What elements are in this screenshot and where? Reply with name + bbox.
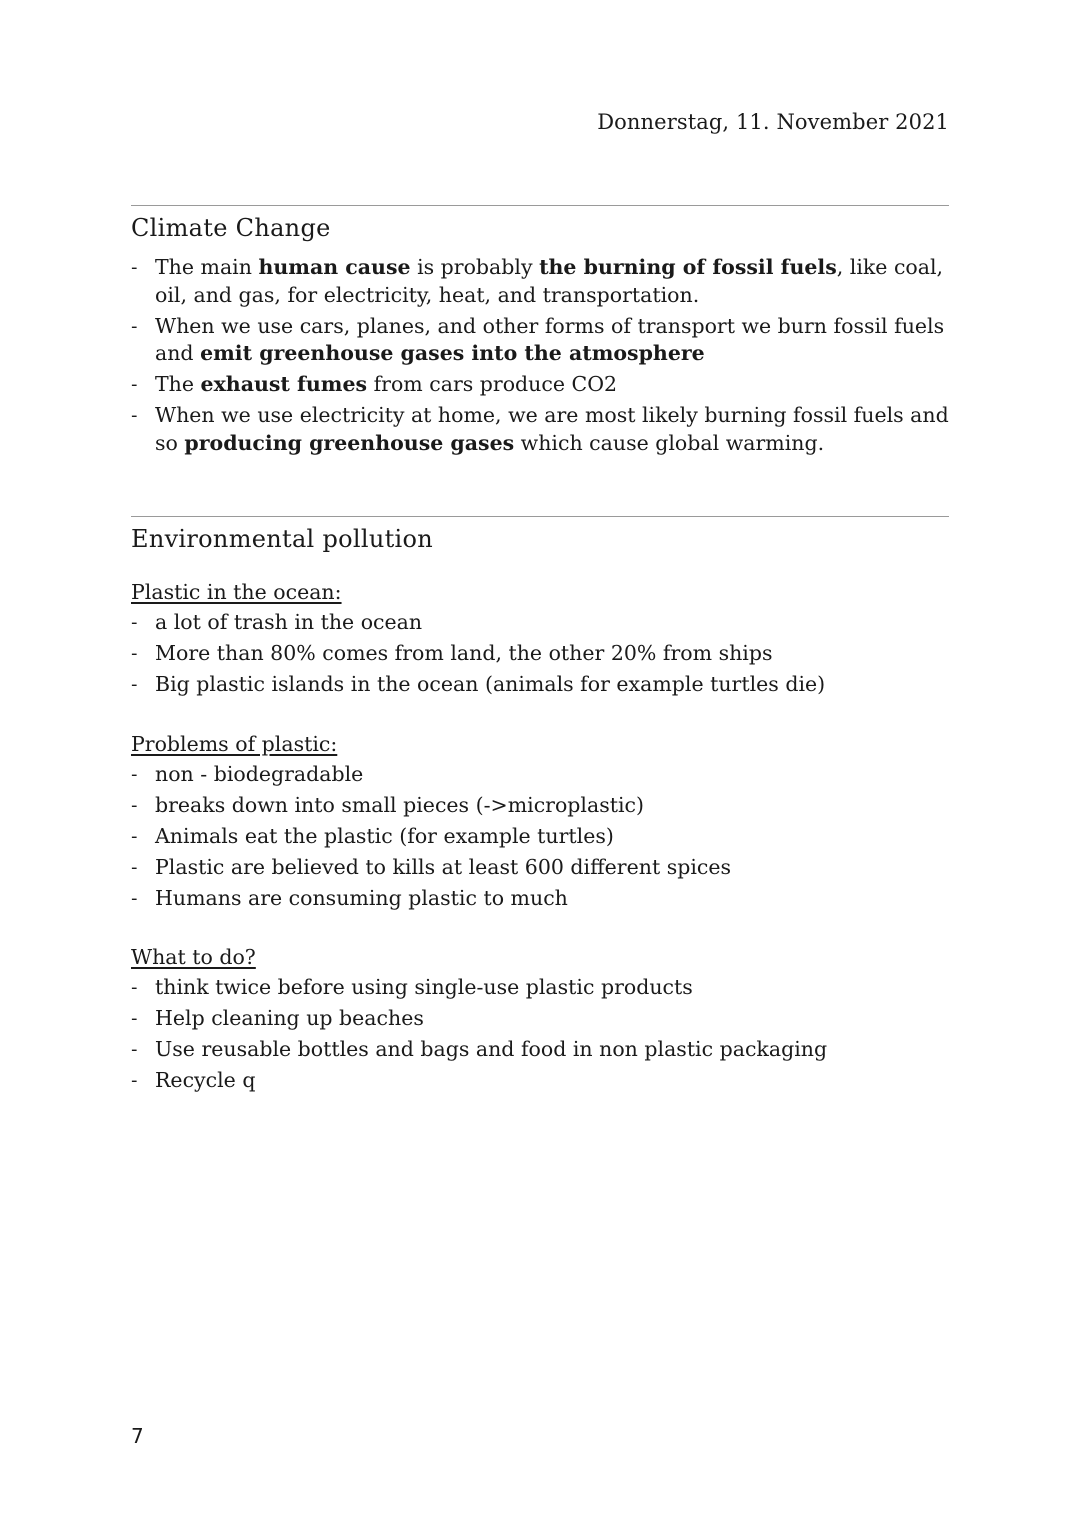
bold-phrase: exhaust fumes <box>200 372 368 396</box>
subgroup-list-item: - Humans are consuming plastic to much <box>131 885 949 913</box>
subgroup-list-item: - non - biodegradable <box>131 761 949 789</box>
subgroup-list-item: - Use reusable bottles and bags and food in non plastic packaging <box>131 1036 949 1064</box>
text-fragment: The <box>155 372 201 396</box>
subgroup-list-item: - More than 80% comes from land, the other 20% from ships <box>131 640 949 668</box>
bold-phrase: the burning of fossil fuels <box>539 255 837 279</box>
text-fragment: The main <box>155 255 259 279</box>
pollution-subgroup <box>131 731 949 913</box>
subgroup-heading: What to do? <box>131 945 256 969</box>
subgroup-list-item: - Plastic are believed to kills at least 600 different spices <box>131 854 949 882</box>
page-date: Donnerstag, 11. November 2021 <box>597 110 949 134</box>
bold-phrase: human cause <box>258 255 411 279</box>
section-divider <box>131 516 949 517</box>
section-divider <box>131 205 949 206</box>
subgroup-list-item: - Recycle q <box>131 1067 949 1095</box>
section-title-climate-change: Climate Change <box>131 214 331 242</box>
climate-list-item <box>131 313 949 368</box>
text-fragment: is probably <box>410 255 540 279</box>
text-fragment: from cars produce CO2 <box>367 372 618 396</box>
subgroup-list <box>131 609 949 699</box>
bold-phrase: producing greenhouse gases <box>184 430 515 455</box>
page-number: 7 <box>131 1424 144 1448</box>
climate-list-item <box>131 254 949 309</box>
section-title-environmental-pollution: Environmental pollution <box>131 525 434 553</box>
environmental-pollution-section <box>131 516 949 1127</box>
subgroup-list-item: - Help cleaning up beaches <box>131 1005 949 1033</box>
subgroup-heading: Plastic in the ocean: <box>131 580 342 604</box>
subgroup-list-item: - think twice before using single-use plastic products <box>131 974 949 1002</box>
text-fragment: , like coal, oil, and gas, for electricity, heat, and transportation. <box>155 255 944 307</box>
text-fragment: When we use electricity at home, we are most likely burning fossil fuels and so <box>155 403 949 455</box>
climate-list-item <box>131 402 949 457</box>
environmental-pollution-groups <box>131 579 949 1095</box>
subgroup-heading: Problems of plastic: <box>131 731 338 756</box>
bold-phrase: emit greenhouse gases into the atmosphere <box>200 341 705 365</box>
subgroup-list-item: - breaks down into small pieces (->microplastic) <box>131 792 949 820</box>
pollution-subgroup <box>131 944 949 1095</box>
subgroup-list-item: - Big plastic islands in the ocean (animals for example turtles die) <box>131 671 949 699</box>
climate-change-list <box>131 254 949 457</box>
climate-list-item <box>131 371 949 399</box>
subgroup-list <box>131 974 949 1095</box>
text-fragment: which cause global warming. <box>514 430 825 455</box>
subgroup-list-item: - a lot of trash in the ocean <box>131 609 949 637</box>
subgroup-list <box>131 761 949 913</box>
climate-change-section <box>131 205 949 461</box>
text-fragment: When we use cars, planes, and other forms of transport we burn fossil fuels and <box>155 313 945 365</box>
subgroup-list-item: - Animals eat the plastic (for example turtles) <box>131 823 949 851</box>
pollution-subgroup <box>131 579 949 699</box>
